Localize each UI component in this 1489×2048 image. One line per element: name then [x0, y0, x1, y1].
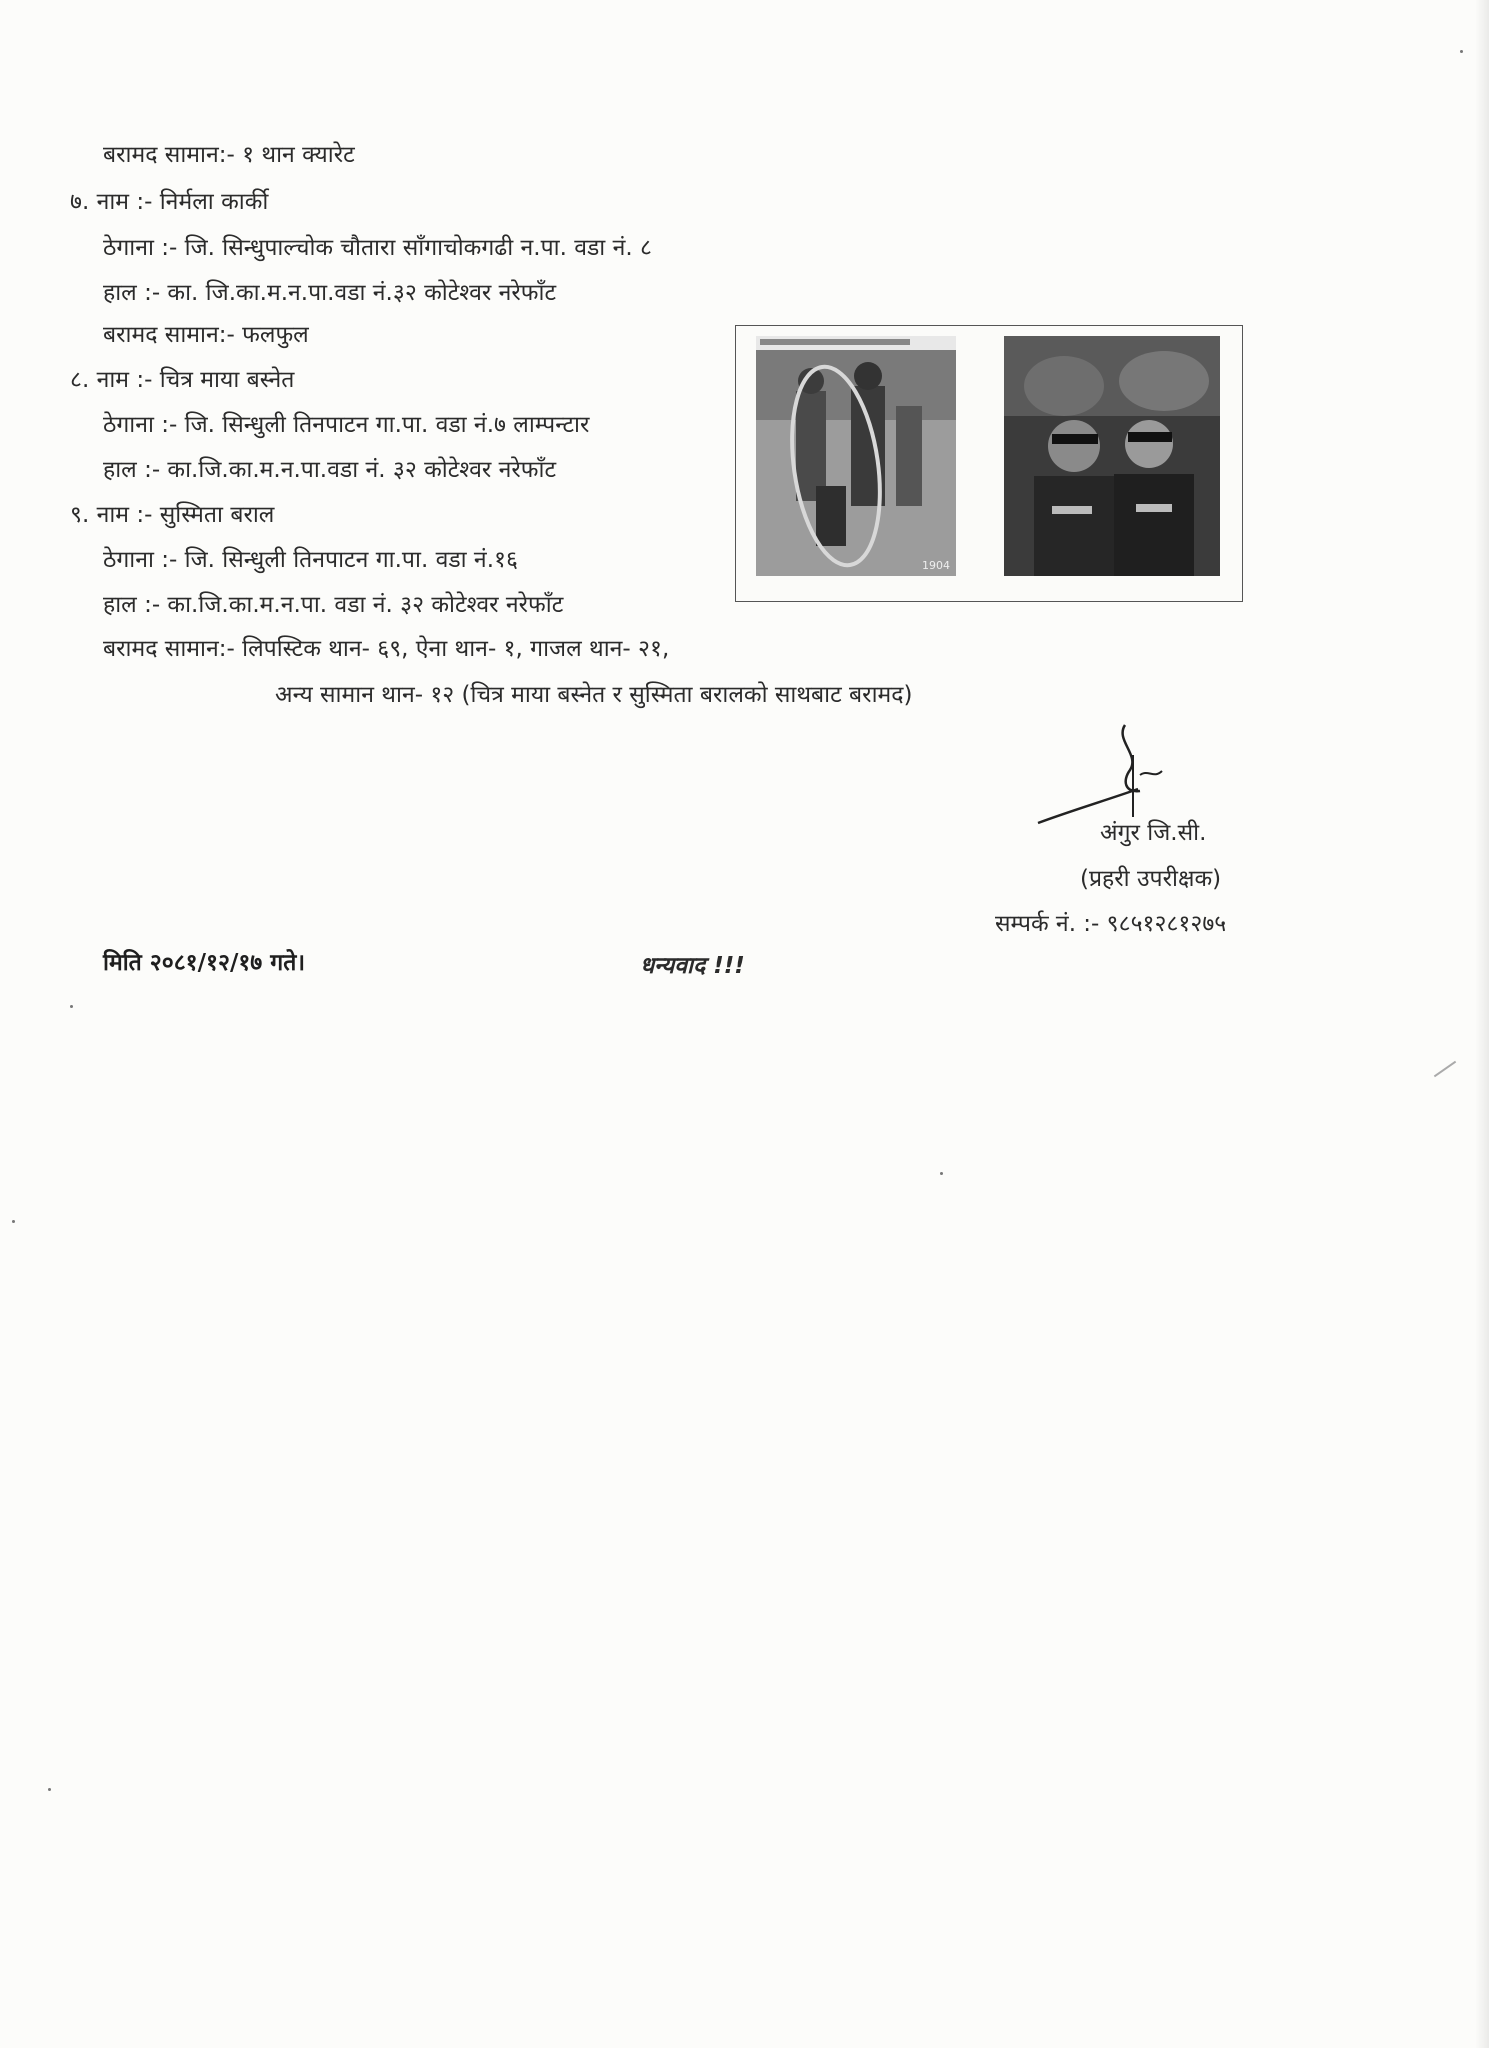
suspects-photo-illustration: [1004, 336, 1220, 576]
thanks-note: धन्यवाद !!!: [640, 953, 745, 979]
scan-speck: [70, 1005, 73, 1008]
street-photo-illustration: [756, 336, 956, 576]
handwritten-signature: [1030, 715, 1190, 825]
entry-9-name: ९. नाम :- सुस्मिता बराल: [70, 502, 275, 528]
scan-edge-shadow: [1475, 0, 1489, 2048]
signature-mark: [1030, 715, 1190, 829]
entry-8-name: ८. नाम :- चित्र माया बस्नेत: [70, 367, 295, 393]
entry-9-current: हाल :- का.जि.का.म.न.पा. वडा नं. ३२ कोटेश्वर नरेफाँट: [103, 592, 564, 618]
entry-8-current: हाल :- का.जि.का.म.न.पा.वडा नं. ३२ कोटेश्वर नरेफाँट: [103, 457, 557, 483]
entry-7-name: ७. नाम :- निर्मला कार्की: [70, 189, 269, 215]
entry-8-address: ठेगाना :- जि. सिन्धुली तिनपाटन गा.पा. वडा नं.७ लाम्पन्टार: [103, 412, 590, 438]
signatory-title: (प्रहरी उपरीक्षक): [1080, 866, 1222, 892]
entry-9-address: ठेगाना :- जि. सिन्धुली तिनपाटन गा.पा. वडा नं.१६: [103, 547, 518, 573]
recovered-items-6: बरामद सामान:- १ थान क्यारेट: [103, 142, 355, 168]
scan-speck: [48, 1788, 51, 1791]
scan-mark: [1434, 1061, 1456, 1078]
scan-speck: [1460, 50, 1463, 53]
entry-7-current: हाल :- का. जि.का.म.न.पा.वडा नं.३२ कोटेश्वर नरेफाँट: [103, 280, 557, 306]
evidence-photo-suspects: [1004, 336, 1220, 576]
entry-7-recovered: बरामद सामान:- फलफुल: [103, 322, 309, 348]
entry-9-recovered-cont: अन्य सामान थान- १२ (चित्र माया बस्नेत र सुस्मिता बरालको साथबाट बरामद): [275, 682, 913, 708]
signatory-name: अंगुर जि.सी.: [1100, 820, 1207, 846]
photo-evidence-box: [735, 325, 1243, 602]
photo-timestamp: 1904: [922, 559, 950, 572]
entry-9-recovered: बरामद सामान:- लिपस्टिक थान- ६९, ऐना थान- १, गाजल थान- २१,: [103, 636, 670, 662]
scan-speck: [12, 1220, 15, 1223]
scan-speck: [940, 1172, 943, 1175]
signatory-contact: सम्पर्क नं. :- ९८५१२८१२७५: [995, 911, 1227, 937]
document-date: मिति २०८१/१२/१७ गते।: [103, 950, 306, 976]
entry-7-address: ठेगाना :- जि. सिन्धुपाल्चोक चौतारा साँगाचोकगढी न.पा. वडा नं. ८: [103, 235, 652, 261]
evidence-photo-street: [756, 336, 956, 576]
